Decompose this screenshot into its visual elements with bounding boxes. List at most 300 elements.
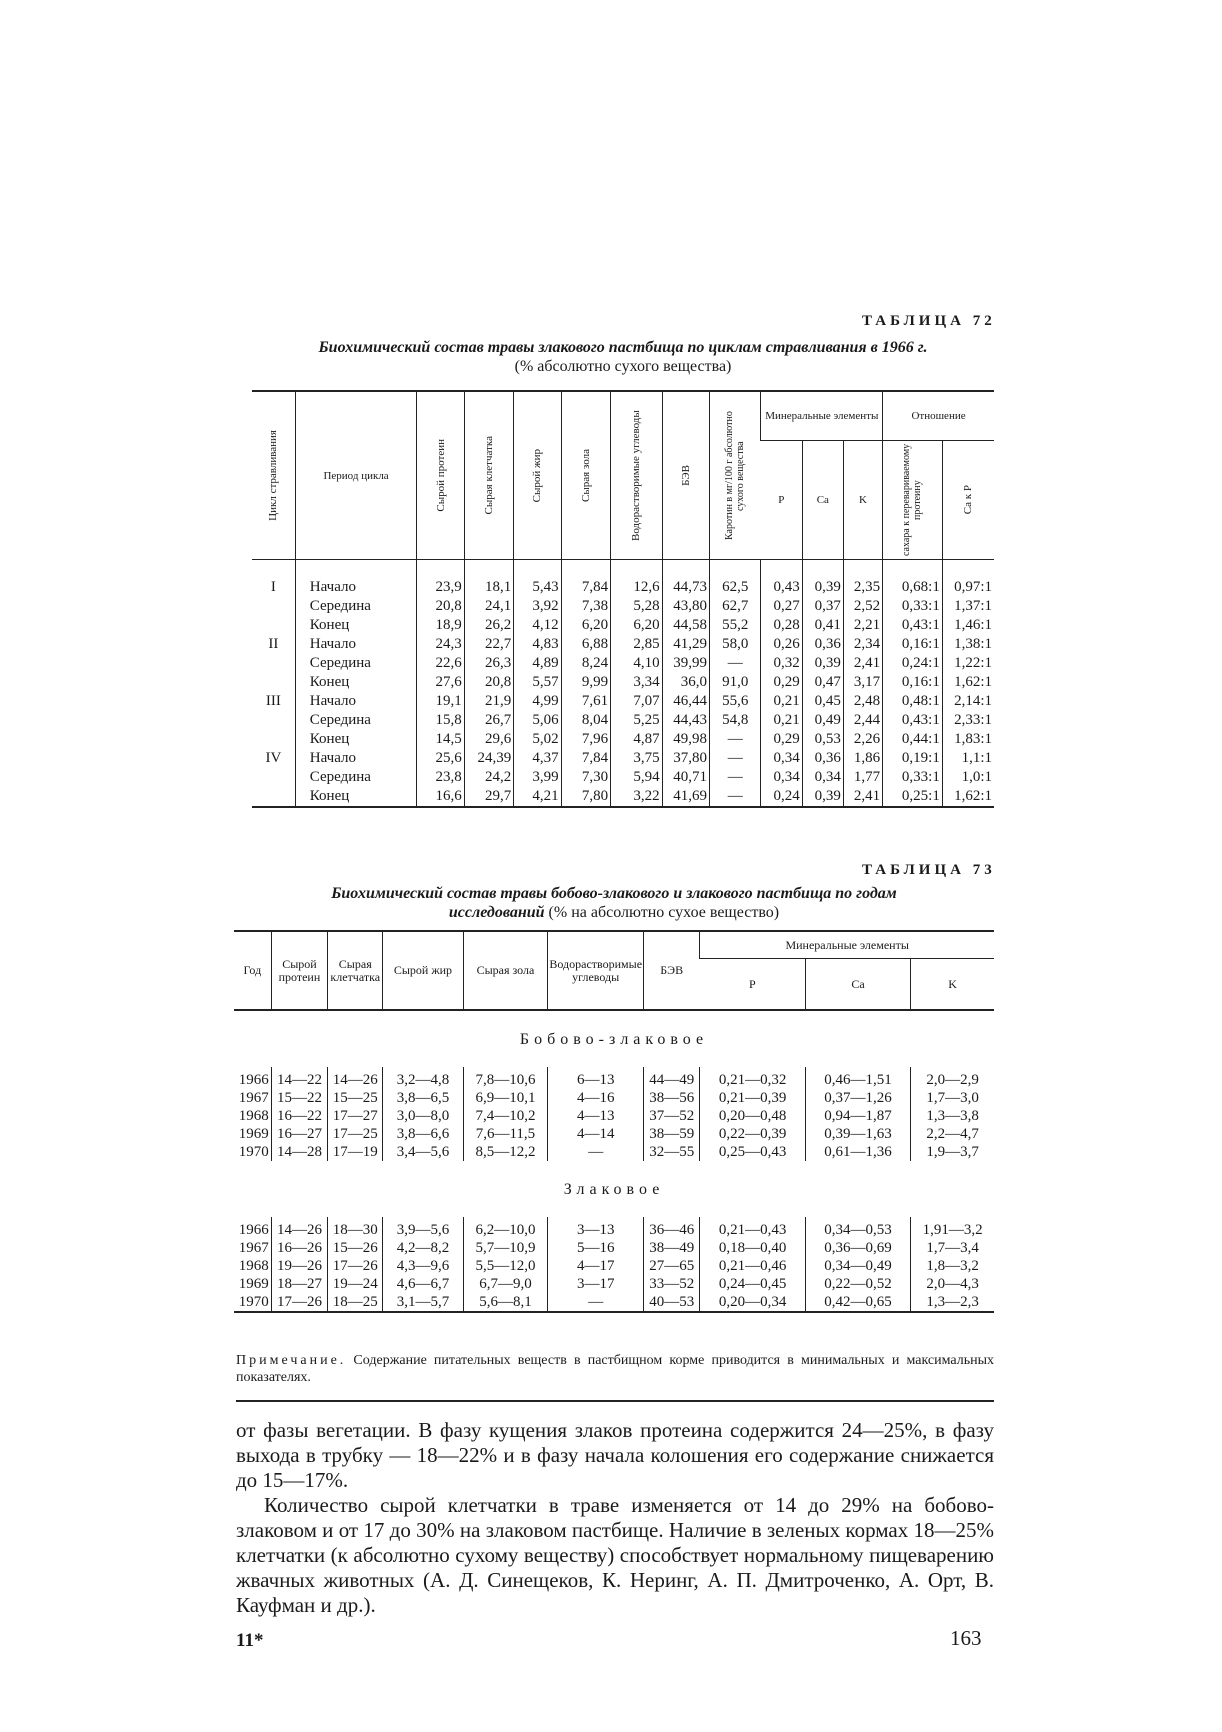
t73-cell-bev: 36—46 [644,1217,700,1239]
table-row [252,616,994,635]
t72-cell-carotene: — [709,730,761,749]
t72-cell-bev: 37,80 [662,749,709,768]
t73-cell-fiber: 18—30 [328,1217,383,1239]
t73-cell-ash: 6,7—9,0 [463,1275,548,1293]
table73 [234,930,994,1313]
t72-cell-fiber: 26,2 [464,616,513,635]
table-row [234,1125,994,1143]
t73-cell-ca: 0,34—0,53 [805,1217,910,1239]
table73-caption-line1: Биохимический состав травы бобово-злакового и злакового пастбища по годам [331,885,897,902]
t72-cell-bev: 43,80 [662,597,709,616]
t73-cell-k: 1,7—3,0 [911,1089,994,1107]
t72-cell-sp: 0,25:1 [883,787,943,807]
t72-cell-sugars: 7,07 [611,692,663,711]
t73-cell-k: 1,8—3,2 [911,1257,994,1275]
separator-rule [236,1400,994,1402]
t72-cell-sugars: 3,22 [611,787,663,807]
t72-cell-k: 2,52 [843,597,882,616]
t73-cell-fat: 3,1—5,7 [383,1293,463,1312]
t72-h-cycle: Цикл стравливания [252,391,295,560]
t72-cell-ca: 0,53 [802,730,843,749]
table-row [234,1275,994,1293]
t72-cell-p: 0,21 [761,711,802,730]
t72-cell-protein: 24,3 [417,635,464,654]
t73-cell-sugars: 4—16 [548,1089,644,1107]
table73-note [236,1352,994,1386]
t73-cell-year: 1968 [238,1258,269,1274]
t73-cell-protein: 16—26 [271,1239,327,1257]
section-row [234,1161,994,1217]
t72-cell-p: 0,29 [761,730,802,749]
section-row [234,1010,994,1067]
t72-cell-ash: 8,04 [561,711,610,730]
t72-cell-period: Начало [295,749,417,768]
t73-cell-ca: 0,39—1,63 [805,1125,910,1143]
t73-cell-p: 0,20—0,34 [700,1293,805,1312]
t72-cell-bev: 36,0 [662,673,709,692]
t72-cell-k: 2,34 [843,635,882,654]
t72-cell-ash: 7,84 [561,560,610,598]
t73-cell-ash: 7,4—10,2 [463,1107,548,1125]
t72-cell-cap: 1,38:1 [942,635,994,654]
t72-cell-bev: 49,98 [662,730,709,749]
t72-h-ca: Ca [802,441,843,560]
t73-cell-fat: 3,9—5,6 [383,1217,463,1239]
t72-cell-ash: 7,80 [561,787,610,807]
t72-cell-fiber: 20,8 [464,673,513,692]
t73-cell-p: 0,24—0,45 [700,1275,805,1293]
t72-cell-cycle [252,654,295,673]
t73-cell-fat: 4,6—6,7 [383,1275,463,1293]
t73-cell-k: 1,9—3,7 [911,1143,994,1161]
t72-cell-ca: 0,34 [802,768,843,787]
t72-cell-fat: 5,43 [514,560,561,598]
t73-cell-ca: 0,22—0,52 [805,1275,910,1293]
table73-label: ТАБЛИЦА 73 [862,862,996,878]
t72-cell-ash: 7,84 [561,749,610,768]
t73-cell-p: 0,25—0,43 [700,1143,805,1161]
body-paragraph-1: от фазы вегетации. В фазу кущения злаков протеина содержится 24—25%, в фазу выхода в трубку — 18—22% и в фазу начала колошения его содержание снижается до 15—17%. [236,1418,994,1492]
t73-cell-protein: 14—22 [271,1067,327,1089]
t72-h-carotene: Каротин в мг/100 г абсолютно сухого вещества [709,391,761,560]
t73-cell-year: 1968 [238,1108,269,1124]
t72-cell-carotene: 62,5 [709,560,761,598]
t73-cell-bev: 38—56 [644,1089,700,1107]
note-lead: Примечание. [236,1353,347,1368]
t72-cell-sugars: 5,25 [611,711,663,730]
t73-cell-fat: 4,3—9,6 [383,1257,463,1275]
t72-cell-cap: 1,46:1 [942,616,994,635]
t73-cell-year: 1969 [238,1126,269,1142]
t73-cell-ash: 5,7—10,9 [463,1239,548,1257]
t73-cell-protein: 16—22 [271,1107,327,1125]
t73-cell-sugars: 4—17 [548,1257,644,1275]
t72-h-k: K [843,441,882,560]
body-text [236,1418,994,1618]
table-row [252,597,994,616]
t73-cell-fiber: 18—25 [328,1293,383,1312]
t73-h-minerals: Минеральные элементы [700,931,994,959]
t72-cell-cap: 1,62:1 [942,787,994,807]
t73-cell-year: 1970 [238,1294,269,1310]
t72-cell-p: 0,29 [761,673,802,692]
t72-cell-bev: 46,44 [662,692,709,711]
t72-cell-protein: 25,6 [417,749,464,768]
t73-cell-protein: 16—27 [271,1125,327,1143]
t72-cell-protein: 15,8 [417,711,464,730]
t72-cell-sugars: 6,20 [611,616,663,635]
table-row [234,1067,994,1089]
t72-cell-sp: 0,19:1 [883,749,943,768]
t72-cell-fiber: 18,1 [464,560,513,598]
t73-cell-protein: 15—22 [271,1089,327,1107]
t73-cell-year: 1966 [238,1222,269,1238]
t73-cell-sugars: 3—13 [548,1217,644,1239]
t72-cell-ca: 0,37 [802,597,843,616]
t72-cell-p: 0,34 [761,768,802,787]
table-row [252,787,994,807]
t72-cell-sp: 0,68:1 [883,560,943,598]
t72-cell-bev: 41,29 [662,635,709,654]
t72-cell-ca: 0,39 [802,787,843,807]
t72-cell-fiber: 21,9 [464,692,513,711]
t73-cell-ca: 0,42—0,65 [805,1293,910,1312]
t72-cell-k: 1,77 [843,768,882,787]
t72-cell-fiber: 24,2 [464,768,513,787]
table-row [252,768,994,787]
t73-h-ash: Сырая зола [463,931,548,1010]
t72-cell-period: Конец [295,673,417,692]
t73-cell-fiber: 14—26 [328,1067,383,1089]
t73-cell-fat: 3,8—6,6 [383,1125,463,1143]
t72-cell-ca: 0,41 [802,616,843,635]
t72-cell-k: 2,44 [843,711,882,730]
t72-h-bev: БЭВ [662,391,709,560]
t72-h-minerals: Минеральные элементы [761,391,883,441]
t73-cell-sugars: 4—13 [548,1107,644,1125]
table72-body [252,560,994,808]
t73-cell-sugars: 4—14 [548,1125,644,1143]
t72-cell-protein: 23,8 [417,768,464,787]
t72-cell-carotene: — [709,654,761,673]
t72-cell-sp: 0,43:1 [883,711,943,730]
t72-cell-p: 0,32 [761,654,802,673]
t72-cell-protein: 20,8 [417,597,464,616]
t72-cell-carotene: — [709,787,761,807]
t72-cell-ash: 7,38 [561,597,610,616]
t72-cell-period: Конец [295,730,417,749]
table73-caption-italic: исследований [448,904,545,921]
t73-cell-bev: 38—49 [644,1239,700,1257]
t72-cell-ash: 7,61 [561,692,610,711]
t72-cell-sugars: 4,87 [611,730,663,749]
t72-cell-protein: 18,9 [417,616,464,635]
section-title: Бобово-злаковое [519,1031,709,1048]
table-row [234,1239,994,1257]
t73-cell-k: 1,3—3,8 [911,1107,994,1125]
t72-cell-sp: 0,44:1 [883,730,943,749]
t72-h-ratio: Отношение [883,391,994,441]
t72-cell-ca: 0,45 [802,692,843,711]
t72-cell-ca: 0,39 [802,654,843,673]
t72-h-ash: Сырая зола [561,391,610,560]
t73-cell-sugars: 6—13 [548,1067,644,1089]
t72-cell-k: 1,86 [843,749,882,768]
t72-cell-fat: 4,12 [514,616,561,635]
t72-cell-bev: 40,71 [662,768,709,787]
table72 [252,390,994,808]
signature-mark: 11* [236,1630,264,1651]
t73-cell-ash: 6,2—10,0 [463,1217,548,1239]
t73-cell-sugars: — [548,1293,644,1312]
table-row [234,1107,994,1125]
t72-cell-ash: 7,30 [561,768,610,787]
t72-cell-ash: 7,96 [561,730,610,749]
t72-cell-cycle: IV [265,750,282,766]
t72-cell-period: Начало [295,560,417,598]
t73-cell-protein: 14—28 [271,1143,327,1161]
t72-cell-cycle [252,787,295,807]
t73-cell-k: 2,2—4,7 [911,1125,994,1143]
t73-cell-year: 1967 [238,1240,269,1256]
t73-cell-fat: 3,2—4,8 [383,1067,463,1089]
t73-cell-p: 0,21—0,32 [700,1067,805,1089]
t72-cell-cap: 1,22:1 [942,654,994,673]
t73-cell-p: 0,21—0,43 [700,1217,805,1239]
t73-cell-ca: 0,61—1,36 [805,1143,910,1161]
t72-cell-cycle [252,616,295,635]
t73-cell-bev: 33—52 [644,1275,700,1293]
t72-cell-sugars: 4,10 [611,654,663,673]
t72-cell-protein: 19,1 [417,692,464,711]
t72-cell-sugars: 12,6 [611,560,663,598]
table-row [252,730,994,749]
t72-cell-period: Середина [295,768,417,787]
t73-cell-bev: 44—49 [644,1067,700,1089]
t72-cell-sugars: 2,85 [611,635,663,654]
t73-cell-ash: 5,6—8,1 [463,1293,548,1312]
t72-cell-carotene: 54,8 [709,711,761,730]
t73-cell-k: 2,0—4,3 [911,1275,994,1293]
t72-cell-ca: 0,36 [802,635,843,654]
t72-cell-fat: 4,99 [514,692,561,711]
t72-cell-sugars: 5,28 [611,597,663,616]
t72-cell-ash: 6,88 [561,635,610,654]
t72-cell-ash: 6,20 [561,616,610,635]
table-row [252,673,994,692]
t72-cell-cap: 2,33:1 [942,711,994,730]
t72-cell-fiber: 29,7 [464,787,513,807]
table-row [234,1293,994,1312]
t72-cell-cap: 0,97:1 [942,560,994,598]
t72-h-period: Период цикла [295,391,417,560]
t73-cell-year: 1970 [238,1144,269,1160]
t72-cell-fat: 4,37 [514,749,561,768]
t72-cell-period: Середина [295,711,417,730]
t72-cell-carotene: 62,7 [709,597,761,616]
t72-cell-sp: 0,24:1 [883,654,943,673]
t73-cell-protein: 18—27 [271,1275,327,1293]
t72-cell-protein: 14,5 [417,730,464,749]
table-row [252,635,994,654]
t72-cell-fiber: 26,7 [464,711,513,730]
t72-cell-p: 0,26 [761,635,802,654]
t73-h-p: P [700,959,805,1011]
t72-cell-p: 0,43 [761,560,802,598]
t72-cell-sp: 0,43:1 [883,616,943,635]
t73-cell-protein: 14—26 [271,1217,327,1239]
t72-cell-k: 3,17 [843,673,882,692]
page-number: 163 [950,1626,982,1650]
table72-label: ТАБЛИЦА 72 [862,313,996,329]
table-row [252,711,994,730]
t73-cell-fiber: 17—26 [328,1257,383,1275]
t72-cell-cap: 1,62:1 [942,673,994,692]
t72-cell-period: Середина [295,597,417,616]
t73-cell-k: 1,7—3,4 [911,1239,994,1257]
t72-cell-k: 2,41 [843,654,882,673]
t72-cell-sp: 0,16:1 [883,673,943,692]
t73-h-year: Год [234,931,271,1010]
t73-cell-p: 0,20—0,48 [700,1107,805,1125]
t72-cell-cycle: III [265,693,281,709]
t73-cell-protein: 17—26 [271,1293,327,1312]
t73-cell-year: 1967 [238,1090,269,1106]
t72-cell-ca: 0,47 [802,673,843,692]
t73-cell-bev: 40—53 [644,1293,700,1312]
t72-cell-k: 2,35 [843,560,882,598]
t73-cell-bev: 27—65 [644,1257,700,1275]
t73-cell-year: 1966 [238,1072,269,1088]
table-row [234,1257,994,1275]
t72-cell-sp: 0,16:1 [883,635,943,654]
t72-cell-fat: 5,06 [514,711,561,730]
t72-cell-period: Начало [295,635,417,654]
t72-cell-fiber: 24,1 [464,597,513,616]
t72-cell-protein: 16,6 [417,787,464,807]
t73-cell-fiber: 19—24 [328,1275,383,1293]
t72-h-protein: Сырой протеин [417,391,464,560]
t72-cell-k: 2,48 [843,692,882,711]
t73-cell-p: 0,21—0,39 [700,1089,805,1107]
table73-body [234,1010,994,1312]
t72-cell-fat: 3,92 [514,597,561,616]
t72-cell-bev: 44,73 [662,560,709,598]
t72-cell-k: 2,26 [843,730,882,749]
t72-cell-sp: 0,33:1 [883,768,943,787]
t73-cell-fiber: 17—27 [328,1107,383,1125]
t73-cell-ca: 0,94—1,87 [805,1107,910,1125]
t72-cell-cap: 1,83:1 [942,730,994,749]
t72-cell-cap: 1,1:1 [942,749,994,768]
t72-cell-ca: 0,39 [802,560,843,598]
t72-cell-sugars: 3,75 [611,749,663,768]
t73-cell-k: 1,91—3,2 [911,1217,994,1239]
t72-cell-sp: 0,33:1 [883,597,943,616]
table-row [234,1217,994,1239]
t72-cell-ash: 9,99 [561,673,610,692]
t73-cell-sugars: — [548,1143,644,1161]
t72-h-ca-p: Ca к P [942,441,994,560]
t73-cell-fiber: 17—25 [328,1125,383,1143]
t72-cell-fiber: 29,6 [464,730,513,749]
t72-h-sugars: Водорастворимые углеводы [611,391,663,560]
t72-cell-protein: 27,6 [417,673,464,692]
t72-cell-cap: 2,14:1 [942,692,994,711]
table-row [252,654,994,673]
t72-cell-bev: 44,58 [662,616,709,635]
table-row [252,560,994,598]
t72-cell-fiber: 22,7 [464,635,513,654]
table72-caption-sub: (% абсолютно сухого вещества) [514,358,732,375]
t72-cell-k: 2,41 [843,787,882,807]
t73-cell-p: 0,21—0,46 [700,1257,805,1275]
t72-cell-bev: 41,69 [662,787,709,807]
t73-cell-fat: 3,0—8,0 [383,1107,463,1125]
t72-cell-fat: 3,99 [514,768,561,787]
t73-cell-fiber: 15—26 [328,1239,383,1257]
t72-cell-p: 0,21 [761,692,802,711]
t72-cell-cap: 1,0:1 [942,768,994,787]
t73-cell-ca: 0,36—0,69 [805,1239,910,1257]
t72-cell-cap: 1,37:1 [942,597,994,616]
t73-cell-ash: 5,5—12,0 [463,1257,548,1275]
t72-cell-ash: 8,24 [561,654,610,673]
t72-h-fat: Сырой жир [514,391,561,560]
t72-cell-p: 0,34 [761,749,802,768]
t72-cell-sugars: 3,34 [611,673,663,692]
t72-cell-protein: 23,9 [417,560,464,598]
t72-cell-carotene: 91,0 [709,673,761,692]
table-row [234,1089,994,1107]
table73-caption [234,884,994,922]
t72-cell-ca: 0,49 [802,711,843,730]
t72-cell-period: Конец [295,787,417,807]
t72-cell-p: 0,24 [761,787,802,807]
t73-cell-ca: 0,37—1,26 [805,1089,910,1107]
t72-cell-cycle [252,673,295,692]
t72-cell-carotene: — [709,768,761,787]
t72-cell-fiber: 24,39 [464,749,513,768]
t73-h-k: K [911,959,994,1011]
t73-h-fat: Сырой жир [383,931,463,1010]
t72-cell-carotene: — [709,749,761,768]
t72-cell-fiber: 26,3 [464,654,513,673]
t73-cell-bev: 38—59 [644,1125,700,1143]
t72-cell-cycle: II [268,636,279,652]
t73-cell-bev: 32—55 [644,1143,700,1161]
t72-cell-carotene: 55,2 [709,616,761,635]
t73-cell-sugars: 3—17 [548,1275,644,1293]
t72-cell-p: 0,27 [761,597,802,616]
t73-cell-fiber: 17—19 [328,1143,383,1161]
t72-cell-fat: 4,83 [514,635,561,654]
t73-cell-protein: 19—26 [271,1257,327,1275]
t72-cell-bev: 44,43 [662,711,709,730]
table72-caption-title: Биохимический состав травы злакового пастбища по циклам стравливания в 1966 г. [318,339,928,356]
t73-cell-ash: 6,9—10,1 [463,1089,548,1107]
t73-cell-ash: 7,8—10,6 [463,1067,548,1089]
t73-cell-year: 1969 [238,1276,269,1292]
t72-cell-fat: 4,89 [514,654,561,673]
t73-cell-bev: 37—52 [644,1107,700,1125]
t72-cell-fat: 5,57 [514,673,561,692]
table-row [234,1143,994,1161]
t72-cell-sp: 0,48:1 [883,692,943,711]
t73-cell-ash: 7,6—11,5 [463,1125,548,1143]
note-text: Содержание питательных веществ в пастбищном корме приводится в минимальных и максимальных показателях. [236,1353,994,1385]
t73-cell-fat: 4,2—8,2 [383,1239,463,1257]
